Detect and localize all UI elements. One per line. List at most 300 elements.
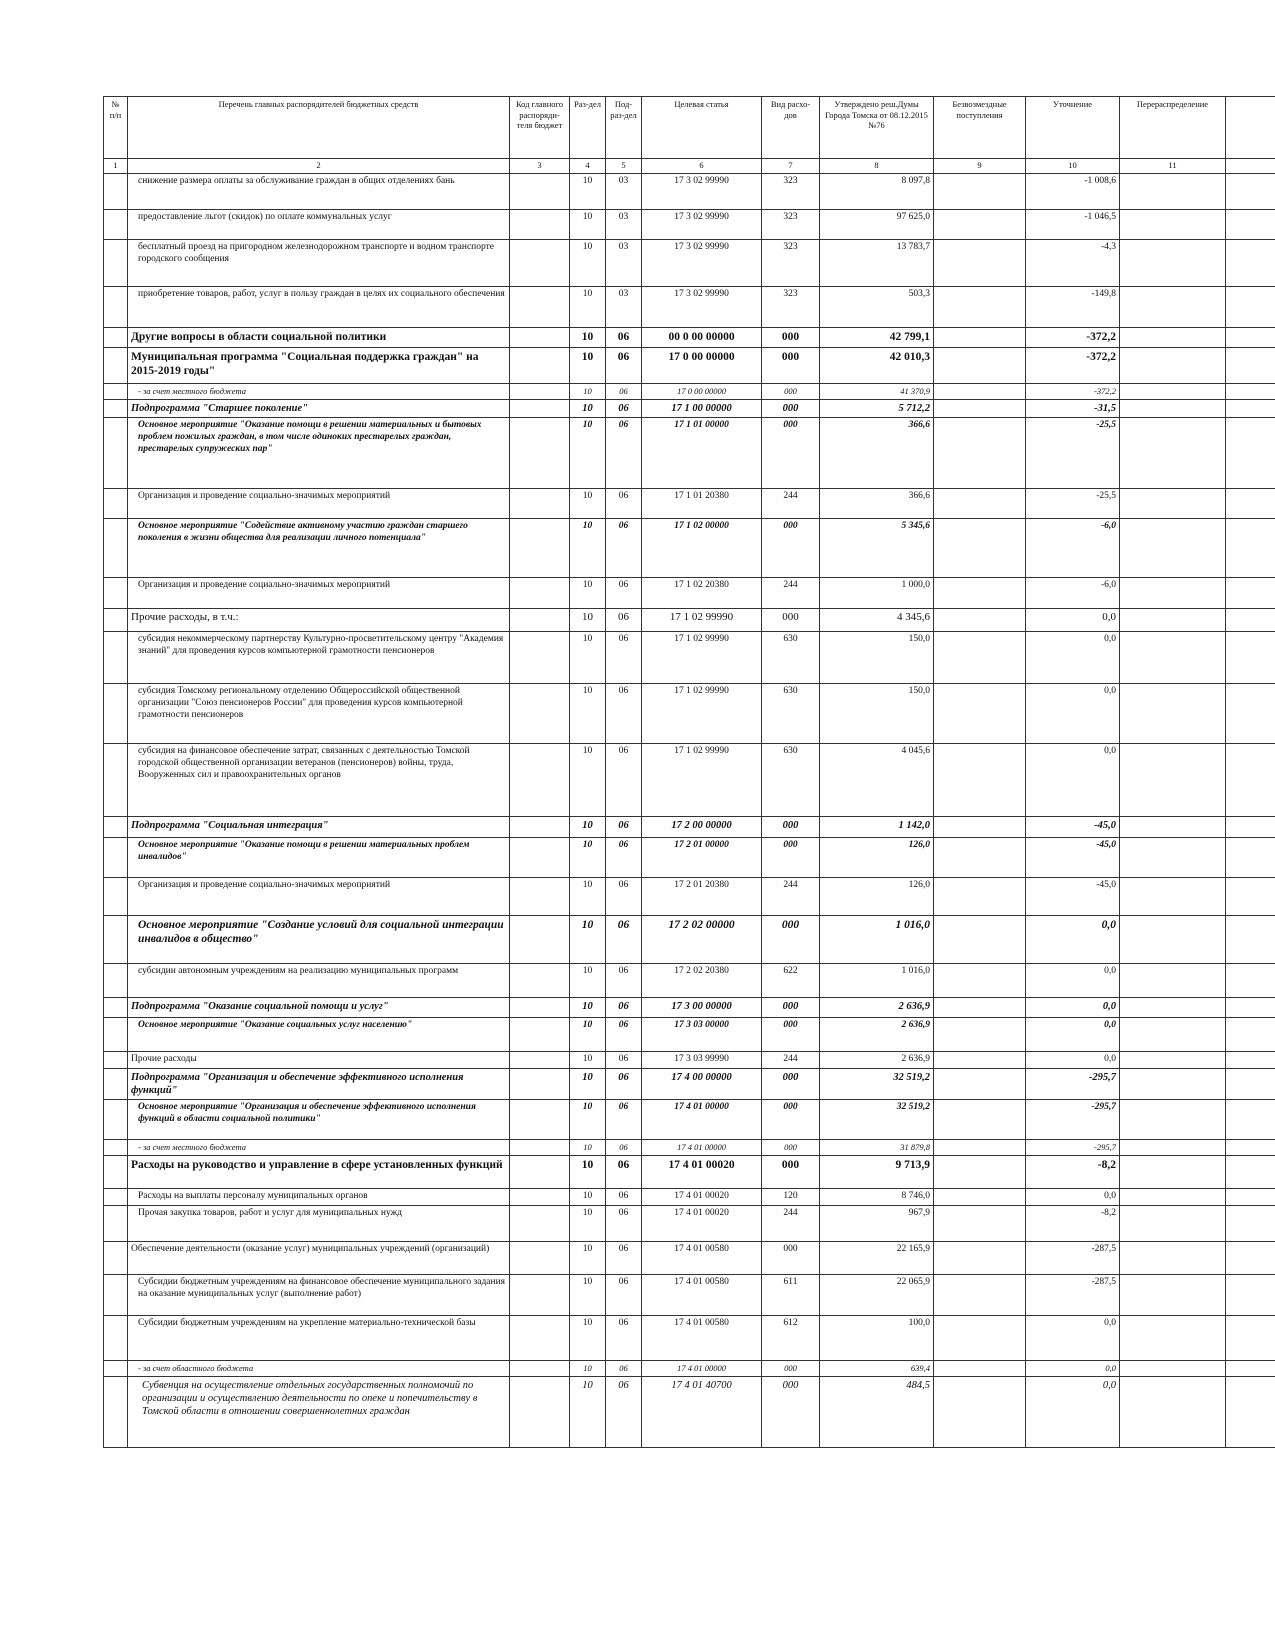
refinement-cell: 0,0 [1026, 1360, 1120, 1376]
expense-type-cell: 120 [762, 1188, 820, 1205]
grants-cell [934, 1099, 1026, 1139]
expense-type-cell: 630 [762, 683, 820, 743]
table-row [104, 577, 1275, 608]
table-row [104, 399, 1275, 417]
extra-cell [1226, 174, 1275, 210]
expense-type-cell: 000 [762, 608, 820, 631]
main-manager-code-cell [510, 210, 570, 240]
table-row [104, 1241, 1275, 1274]
item-name-cell: Субвенция на осуществление отдельных государственных полномочий по организации и осуществлению деятельности по опеке и попечительству в Томской области в отношении совершеннолетних граждан [128, 1376, 510, 1447]
target-article-cell: 17 2 01 00000 [642, 837, 762, 877]
item-name-cell: - за счет областного бюджета [128, 1360, 510, 1376]
item-name-cell: Подпрограмма "Оказание социальной помощи и услуг" [128, 997, 510, 1017]
subsection-cell: 06 [606, 915, 642, 963]
redistribution-cell [1120, 1205, 1226, 1241]
expense-type-cell: 000 [762, 518, 820, 577]
main-manager-code-cell [510, 1139, 570, 1155]
redistribution-cell [1120, 1068, 1226, 1099]
section-cell: 10 [570, 816, 606, 837]
extra-cell [1226, 608, 1275, 631]
extra-cell [1226, 743, 1275, 816]
extra-cell [1226, 518, 1275, 577]
refinement-cell: -45,0 [1026, 816, 1120, 837]
subsection-cell: 06 [606, 1017, 642, 1051]
header-cell: Целевая статья [642, 97, 762, 159]
subsection-cell: 06 [606, 1099, 642, 1139]
refinement-cell: 0,0 [1026, 1017, 1120, 1051]
refinement-cell: -1 008,6 [1026, 174, 1120, 210]
target-article-cell: 17 3 02 99990 [642, 210, 762, 240]
subsection-cell: 06 [606, 963, 642, 997]
target-article-cell: 17 3 02 99990 [642, 240, 762, 287]
target-article-cell: 17 1 02 99990 [642, 608, 762, 631]
subsection-cell: 06 [606, 1274, 642, 1315]
target-article-cell: 17 4 01 00000 [642, 1099, 762, 1139]
row-number-cell [104, 384, 128, 400]
target-article-cell: 17 1 02 00000 [642, 518, 762, 577]
refinement-cell: -372,2 [1026, 328, 1120, 348]
section-cell: 10 [570, 417, 606, 488]
extra-cell [1226, 1205, 1275, 1241]
subsection-cell: 06 [606, 837, 642, 877]
extra-cell [1226, 1360, 1275, 1376]
redistribution-cell [1120, 1051, 1226, 1068]
column-number-row [104, 159, 1275, 174]
section-cell: 10 [570, 1051, 606, 1068]
item-name-cell: Прочие расходы, в т.ч.: [128, 608, 510, 631]
extra-cell [1226, 877, 1275, 915]
item-name-cell: приобретение товаров, работ, услуг в пользу граждан в целях их социального обеспечения [128, 287, 510, 328]
grants-cell [934, 399, 1026, 417]
section-cell: 10 [570, 683, 606, 743]
approved-amount-cell: 1 000,0 [820, 577, 934, 608]
row-number-cell [104, 1188, 128, 1205]
target-article-cell: 17 0 00 00000 [642, 348, 762, 384]
row-number-cell [104, 997, 128, 1017]
column-number: 7 [762, 159, 820, 174]
approved-amount-cell: 1 016,0 [820, 963, 934, 997]
section-cell: 10 [570, 384, 606, 400]
redistribution-cell [1120, 683, 1226, 743]
section-cell: 10 [570, 287, 606, 328]
table-row [104, 1274, 1275, 1315]
table-row [104, 348, 1275, 384]
table-row [104, 1139, 1275, 1155]
extra-cell [1226, 837, 1275, 877]
grants-cell [934, 837, 1026, 877]
approved-amount-cell: 8 746,0 [820, 1188, 934, 1205]
table-row [104, 1017, 1275, 1051]
expense-type-cell: 244 [762, 1205, 820, 1241]
expense-type-cell: 000 [762, 1376, 820, 1447]
budget-table-sheet [103, 96, 1275, 1448]
section-cell: 10 [570, 210, 606, 240]
item-name-cell: Основное мероприятие "Содействие активному участию граждан старшего поколения в жизни общества для реализации личного потенциала" [128, 518, 510, 577]
subsection-cell: 06 [606, 743, 642, 816]
expense-type-cell: 000 [762, 1241, 820, 1274]
subsection-cell: 03 [606, 240, 642, 287]
row-number-cell [104, 1241, 128, 1274]
row-number-cell [104, 1274, 128, 1315]
table-row [104, 1188, 1275, 1205]
section-cell: 10 [570, 1205, 606, 1241]
main-manager-code-cell [510, 1188, 570, 1205]
header-cell: Код главного распоряди-теля бюджет [510, 97, 570, 159]
subsection-cell: 06 [606, 488, 642, 518]
subsection-cell: 06 [606, 1241, 642, 1274]
section-cell: 10 [570, 1274, 606, 1315]
grants-cell [934, 577, 1026, 608]
approved-amount-cell: 5 712,2 [820, 399, 934, 417]
section-cell: 10 [570, 1017, 606, 1051]
subsection-cell: 06 [606, 348, 642, 384]
approved-amount-cell: 2 636,9 [820, 997, 934, 1017]
subsection-cell: 06 [606, 1139, 642, 1155]
item-name-cell: Основное мероприятие "Организация и обеспечение эффективного исполнения функций в области социальной политики" [128, 1099, 510, 1139]
column-number: 6 [642, 159, 762, 174]
approved-amount-cell: 22 065,9 [820, 1274, 934, 1315]
approved-amount-cell: 503,3 [820, 287, 934, 328]
item-name-cell: бесплатный проезд на пригородном железнодорожном транспорте и водном транспорте городского сообщения [128, 240, 510, 287]
grants-cell [934, 963, 1026, 997]
row-number-cell [104, 683, 128, 743]
redistribution-cell [1120, 631, 1226, 683]
table-row [104, 417, 1275, 488]
grants-cell [934, 1155, 1026, 1188]
grants-cell [934, 743, 1026, 816]
expense-type-cell: 244 [762, 577, 820, 608]
row-number-cell [104, 399, 128, 417]
table-row [104, 384, 1275, 400]
redistribution-cell [1120, 1099, 1226, 1139]
grants-cell [934, 1241, 1026, 1274]
row-number-cell [104, 816, 128, 837]
extra-cell [1226, 210, 1275, 240]
redistribution-cell [1120, 174, 1226, 210]
item-name-cell: Обеспечение деятельности (оказание услуг) муниципальных учреждений (организаций) [128, 1241, 510, 1274]
extra-cell [1226, 915, 1275, 963]
subsection-cell: 06 [606, 683, 642, 743]
subsection-cell: 06 [606, 518, 642, 577]
item-name-cell: - за счет местного бюджета [128, 384, 510, 400]
extra-cell [1226, 1315, 1275, 1360]
grants-cell [934, 210, 1026, 240]
approved-amount-cell: 366,6 [820, 488, 934, 518]
grants-cell [934, 1315, 1026, 1360]
header-cell: № п/п [104, 97, 128, 159]
section-cell: 10 [570, 837, 606, 877]
redistribution-cell [1120, 240, 1226, 287]
expense-type-cell: 000 [762, 384, 820, 400]
refinement-cell: 0,0 [1026, 608, 1120, 631]
refinement-cell: -8,2 [1026, 1155, 1120, 1188]
row-number-cell [104, 1155, 128, 1188]
grants-cell [934, 608, 1026, 631]
grants-cell [934, 417, 1026, 488]
row-number-cell [104, 1068, 128, 1099]
expense-type-cell: 000 [762, 915, 820, 963]
refinement-cell: 0,0 [1026, 743, 1120, 816]
main-manager-code-cell [510, 488, 570, 518]
redistribution-cell [1120, 1188, 1226, 1205]
extra-cell [1226, 287, 1275, 328]
expense-type-cell: 630 [762, 631, 820, 683]
item-name-cell: Подпрограмма "Социальная интеграция" [128, 816, 510, 837]
main-manager-code-cell [510, 743, 570, 816]
grants-cell [934, 174, 1026, 210]
target-article-cell: 17 0 00 00000 [642, 384, 762, 400]
section-cell: 10 [570, 518, 606, 577]
refinement-cell: 0,0 [1026, 915, 1120, 963]
target-article-cell: 17 4 01 40700 [642, 1376, 762, 1447]
approved-amount-cell: 126,0 [820, 877, 934, 915]
subsection-cell: 06 [606, 399, 642, 417]
redistribution-cell [1120, 577, 1226, 608]
approved-amount-cell: 42 799,1 [820, 328, 934, 348]
column-number: 8 [820, 159, 934, 174]
column-number: 2 [128, 159, 510, 174]
approved-amount-cell: 42 010,3 [820, 348, 934, 384]
expense-type-cell: 622 [762, 963, 820, 997]
subsection-cell: 06 [606, 1376, 642, 1447]
subsection-cell: 06 [606, 1068, 642, 1099]
subsection-cell: 06 [606, 877, 642, 915]
redistribution-cell [1120, 1360, 1226, 1376]
target-article-cell: 17 1 01 00000 [642, 417, 762, 488]
main-manager-code-cell [510, 1068, 570, 1099]
item-name-cell: Прочие расходы [128, 1051, 510, 1068]
approved-amount-cell: 9 713,9 [820, 1155, 934, 1188]
section-cell: 10 [570, 488, 606, 518]
table-row [104, 1155, 1275, 1188]
expense-type-cell: 323 [762, 210, 820, 240]
redistribution-cell [1120, 1139, 1226, 1155]
approved-amount-cell: 639,4 [820, 1360, 934, 1376]
table-row [104, 997, 1275, 1017]
extra-cell [1226, 816, 1275, 837]
target-article-cell: 17 4 01 00020 [642, 1188, 762, 1205]
target-article-cell: 00 0 00 00000 [642, 328, 762, 348]
grants-cell [934, 488, 1026, 518]
grants-cell [934, 816, 1026, 837]
main-manager-code-cell [510, 1241, 570, 1274]
grants-cell [934, 1376, 1026, 1447]
redistribution-cell [1120, 816, 1226, 837]
item-name-cell: Субсидии бюджетным учреждениям на укрепление материально-технической базы [128, 1315, 510, 1360]
extra-cell [1226, 631, 1275, 683]
target-article-cell: 17 4 01 00580 [642, 1274, 762, 1315]
subsection-cell: 06 [606, 1155, 642, 1188]
redistribution-cell [1120, 287, 1226, 328]
subsection-cell: 06 [606, 631, 642, 683]
row-number-cell [104, 287, 128, 328]
approved-amount-cell: 31 879,8 [820, 1139, 934, 1155]
item-name-cell: предоставление льгот (скидок) по оплате коммунальных услуг [128, 210, 510, 240]
approved-amount-cell: 484,5 [820, 1376, 934, 1447]
redistribution-cell [1120, 915, 1226, 963]
header-row [104, 97, 1275, 159]
section-cell: 10 [570, 348, 606, 384]
expense-type-cell: 000 [762, 1139, 820, 1155]
item-name-cell: Другие вопросы в области социальной политики [128, 328, 510, 348]
section-cell: 10 [570, 997, 606, 1017]
main-manager-code-cell [510, 328, 570, 348]
redistribution-cell [1120, 1155, 1226, 1188]
expense-type-cell: 000 [762, 1360, 820, 1376]
expense-type-cell: 000 [762, 417, 820, 488]
section-cell: 10 [570, 915, 606, 963]
row-number-cell [104, 608, 128, 631]
refinement-cell: -25,5 [1026, 417, 1120, 488]
column-number: 9 [934, 159, 1026, 174]
expense-type-cell: 630 [762, 743, 820, 816]
item-name-cell: снижение размера оплаты за обслуживание граждан в общих отделениях бань [128, 174, 510, 210]
row-number-cell [104, 577, 128, 608]
approved-amount-cell: 967,9 [820, 1205, 934, 1241]
refinement-cell: 0,0 [1026, 1051, 1120, 1068]
refinement-cell: -45,0 [1026, 837, 1120, 877]
expense-type-cell: 000 [762, 1068, 820, 1099]
grants-cell [934, 631, 1026, 683]
expense-type-cell: 323 [762, 240, 820, 287]
target-article-cell: 17 3 02 99990 [642, 287, 762, 328]
expense-type-cell: 323 [762, 287, 820, 328]
approved-amount-cell: 2 636,9 [820, 1017, 934, 1051]
main-manager-code-cell [510, 384, 570, 400]
target-article-cell: 17 3 03 99990 [642, 1051, 762, 1068]
refinement-cell: -1 046,5 [1026, 210, 1120, 240]
row-number-cell [104, 837, 128, 877]
expense-type-cell: 000 [762, 837, 820, 877]
section-cell: 10 [570, 1139, 606, 1155]
header-cell: Уточнение [1026, 97, 1120, 159]
main-manager-code-cell [510, 963, 570, 997]
row-number-cell [104, 328, 128, 348]
grants-cell [934, 1017, 1026, 1051]
approved-amount-cell: 126,0 [820, 837, 934, 877]
subsection-cell: 06 [606, 328, 642, 348]
grants-cell [934, 915, 1026, 963]
expense-type-cell: 000 [762, 348, 820, 384]
expense-type-cell: 611 [762, 1274, 820, 1315]
row-number-cell [104, 1139, 128, 1155]
row-number-cell [104, 210, 128, 240]
expense-type-cell: 244 [762, 877, 820, 915]
table-row [104, 683, 1275, 743]
section-cell: 10 [570, 608, 606, 631]
target-article-cell: 17 2 02 20380 [642, 963, 762, 997]
target-article-cell: 17 4 01 00020 [642, 1205, 762, 1241]
redistribution-cell [1120, 518, 1226, 577]
refinement-cell: -25,5 [1026, 488, 1120, 518]
expense-type-cell: 323 [762, 174, 820, 210]
table-row [104, 837, 1275, 877]
target-article-cell: 17 1 01 20380 [642, 488, 762, 518]
target-article-cell: 17 1 02 20380 [642, 577, 762, 608]
table-row [104, 488, 1275, 518]
item-name-cell: Субсидии бюджетным учреждениям на финансовое обеспечение муниципального задания на оказание муниципальных услуг (выполнение работ) [128, 1274, 510, 1315]
column-number: 11 [1120, 159, 1226, 174]
table-row [104, 328, 1275, 348]
redistribution-cell [1120, 997, 1226, 1017]
column-number: 1 [104, 159, 128, 174]
expense-type-cell: 000 [762, 1017, 820, 1051]
table-row [104, 1205, 1275, 1241]
table-row [104, 1068, 1275, 1099]
extra-cell [1226, 963, 1275, 997]
extra-cell [1226, 240, 1275, 287]
section-cell: 10 [570, 877, 606, 915]
extra-cell [1226, 577, 1275, 608]
section-cell: 10 [570, 577, 606, 608]
expense-type-cell: 244 [762, 1051, 820, 1068]
table-row [104, 608, 1275, 631]
item-name-cell: Подпрограмма "Старшее поколение" [128, 399, 510, 417]
main-manager-code-cell [510, 577, 570, 608]
section-cell: 10 [570, 1376, 606, 1447]
refinement-cell: -295,7 [1026, 1068, 1120, 1099]
approved-amount-cell: 97 625,0 [820, 210, 934, 240]
row-number-cell [104, 1315, 128, 1360]
redistribution-cell [1120, 384, 1226, 400]
approved-amount-cell: 150,0 [820, 631, 934, 683]
extra-cell [1226, 1274, 1275, 1315]
item-name-cell: Организация и проведение социально-значимых мероприятий [128, 577, 510, 608]
redistribution-cell [1120, 210, 1226, 240]
subsection-cell: 06 [606, 1360, 642, 1376]
approved-amount-cell: 22 165,9 [820, 1241, 934, 1274]
main-manager-code-cell [510, 1051, 570, 1068]
expense-type-cell: 612 [762, 1315, 820, 1360]
section-cell: 10 [570, 1188, 606, 1205]
redistribution-cell [1120, 348, 1226, 384]
table-row [104, 1376, 1275, 1447]
section-cell: 10 [570, 1099, 606, 1139]
header-cell: Раз-дел [570, 97, 606, 159]
target-article-cell: 17 2 00 00000 [642, 816, 762, 837]
item-name-cell: Подпрограмма "Организация и обеспечение эффективного исполнения функций" [128, 1068, 510, 1099]
redistribution-cell [1120, 1376, 1226, 1447]
expense-type-cell: 000 [762, 1099, 820, 1139]
extra-cell [1226, 417, 1275, 488]
table-row [104, 240, 1275, 287]
approved-amount-cell: 2 636,9 [820, 1051, 934, 1068]
grants-cell [934, 328, 1026, 348]
target-article-cell: 17 4 01 00000 [642, 1360, 762, 1376]
item-name-cell: - за счет местного бюджета [128, 1139, 510, 1155]
redistribution-cell [1120, 1241, 1226, 1274]
item-name-cell: Основное мероприятие "Оказание помощи в решении материальных проблем инвалидов" [128, 837, 510, 877]
extra-cell [1226, 1099, 1275, 1139]
refinement-cell: -6,0 [1026, 518, 1120, 577]
section-cell: 10 [570, 1068, 606, 1099]
approved-amount-cell: 150,0 [820, 683, 934, 743]
row-number-cell [104, 1099, 128, 1139]
section-cell: 10 [570, 1155, 606, 1188]
grants-cell [934, 384, 1026, 400]
main-manager-code-cell [510, 240, 570, 287]
row-number-cell [104, 1376, 128, 1447]
subsection-cell: 03 [606, 210, 642, 240]
item-name-cell: субсидия на финансовое обеспечение затрат, связанных с деятельностью Томской городской общественной организации ветеранов (пенсионеров) войны, труда, Вооруженных сил и правоохранительных органов [128, 743, 510, 816]
main-manager-code-cell [510, 417, 570, 488]
target-article-cell: 17 3 03 00000 [642, 1017, 762, 1051]
table-row [104, 816, 1275, 837]
main-manager-code-cell [510, 915, 570, 963]
main-manager-code-cell [510, 631, 570, 683]
extra-cell [1226, 488, 1275, 518]
section-cell: 10 [570, 743, 606, 816]
